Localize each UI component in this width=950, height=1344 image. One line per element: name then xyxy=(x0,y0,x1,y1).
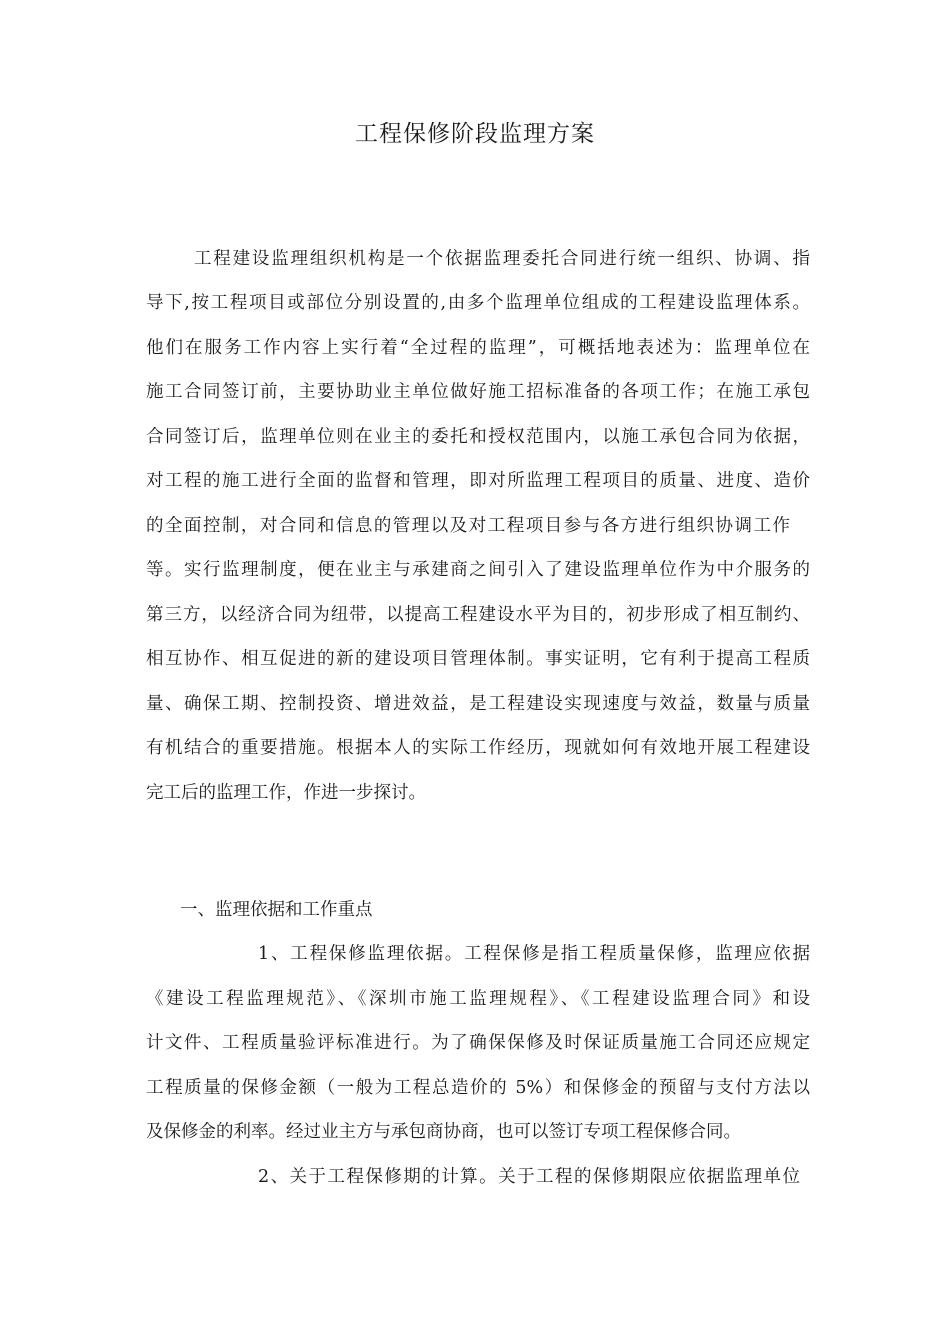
section-heading: 一、监理依据和工作重点 xyxy=(180,900,373,920)
intro-line: 相互协作、相互促进的新的建设项目管理体制。事实证明，它有利于提高工程质 xyxy=(146,649,810,669)
intro-line: 合同签订后，监理单位则在业主的委托和授权范围内，以施工承包合同为依据， xyxy=(146,427,810,447)
item-line: 1、工程保修监理依据。工程保修是指工程质量保修，监理应依据 xyxy=(258,944,810,964)
intro-line: 工程建设监理组织机构是一个依据监理委托合同进行统一组织、协调、指 xyxy=(194,249,810,269)
intro-line: 他们在服务工作内容上实行着“全过程的监理”，可概括地表述为：监理单位在 xyxy=(146,338,810,358)
item-2-line: 2、关于工程保修期的计算。关于工程的保修期限应依据监理单位 xyxy=(258,1167,800,1187)
item-line: 《建设工程监理规范》、《深圳市施工监理规程》、《工程建设监理合同》和设 xyxy=(146,989,810,1009)
intro-line: 有机结合的重要措施。根据本人的实际工作经历，现就如何有效地开展工程建设 xyxy=(146,738,810,758)
item-line: 工程质量的保修金额（一般为工程总造价的 5%）和保修金的预留与支付方法以 xyxy=(146,1078,810,1098)
intro-line: 施工合同签订前，主要协助业主单位做好施工招标准备的各项工作；在施工承包 xyxy=(146,382,810,402)
intro-line: 的全面控制，对合同和信息的管理以及对工程项目参与各方进行组织协调工作 xyxy=(146,516,790,536)
intro-line: 第三方，以经济合同为纽带，以提高工程建设水平为目的，初步形成了相互制约、 xyxy=(146,605,810,625)
item-line: 及保修金的利率。经过业主方与承包商协商，也可以签订专项工程保修合同。 xyxy=(146,1122,741,1142)
intro-line: 等。实行监理制度，便在业主与承建商之间引入了建设监理单位作为中介服务的 xyxy=(146,560,810,580)
item-line: 计文件、工程质量验评标准进行。为了确保保修及时保证质量施工合同还应规定 xyxy=(146,1033,810,1053)
document-title: 工程保修阶段监理方案 xyxy=(355,121,595,147)
intro-line: 完工后的监理工作，作进一步探讨。 xyxy=(146,783,426,803)
intro-line: 量、确保工期、控制投资、增进效益，是工程建设实现速度与效益，数量与质量 xyxy=(146,694,810,714)
intro-line: 对工程的施工进行全面的监督和管理，即对所监理工程项目的质量、进度、造价 xyxy=(146,471,810,491)
intro-line: 导下,按工程项目或部位分别设置的,由多个监理单位组成的工程建设监理体系。 xyxy=(146,293,810,313)
